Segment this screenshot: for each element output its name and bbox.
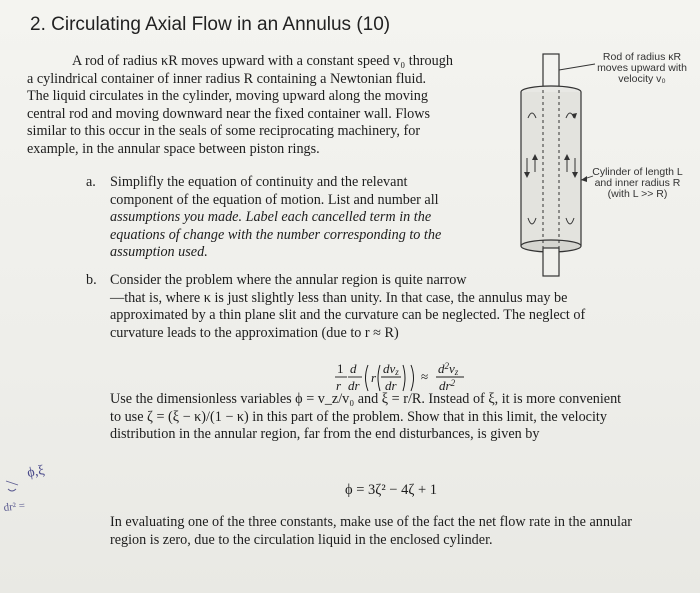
part-b-line: —that is, where κ is just slightly less than unity. In that case, the annulus may be bbox=[110, 289, 568, 306]
rod-label-line: moves upward with bbox=[597, 62, 687, 74]
part-a-line: component of the equation of motion. List and number all bbox=[110, 191, 439, 208]
handwritten-mark-2: dr² = bbox=[3, 499, 26, 514]
part-b-line: Consider the problem where the annular region is quite narrow bbox=[110, 272, 467, 288]
rod-label-line: velocity v₀ bbox=[618, 73, 666, 85]
svg-text:≈: ≈ bbox=[421, 369, 429, 384]
svg-text:r: r bbox=[336, 378, 342, 393]
part-b bbox=[86, 272, 646, 342]
intro-line: similar to this occur in the seals of some reciprocating machinery, for bbox=[27, 123, 421, 139]
leader-arrowhead bbox=[581, 176, 587, 182]
part-a-line: assumptions you made. Label each cancelled term in the bbox=[110, 209, 432, 225]
intro-line: a cylindrical container of inner radius R containing a Newtonian fluid. bbox=[27, 70, 427, 87]
approximation-equation-graphic bbox=[335, 361, 485, 395]
dimensionless-paragraph bbox=[110, 391, 670, 444]
velocity-profile-equation: ϕ = 3ζ² − 4ζ + 1 bbox=[345, 482, 438, 498]
svg-text:1: 1 bbox=[337, 361, 344, 376]
intro-line: example, in the annular space between piston rings. bbox=[27, 140, 320, 157]
closing-line: region is zero, due to the circulation liquid in the enclosed cylinder. bbox=[110, 531, 493, 548]
svg-text:dr: dr bbox=[348, 378, 360, 393]
part-b-label: b. bbox=[86, 272, 97, 288]
intro-line: A rod of radius κR moves upward with a constant speed v₀ through bbox=[72, 53, 453, 69]
part-a-line: assumption used. bbox=[110, 244, 208, 260]
svg-text:dr: dr bbox=[385, 378, 397, 393]
cylinder-label-line: and inner radius R bbox=[594, 177, 681, 189]
part-b-line: curvature leads to the approximation (due to r ≈ R) bbox=[110, 324, 399, 341]
cylinder-label bbox=[590, 167, 685, 200]
handwritten-scribble bbox=[6, 481, 18, 491]
leader-line-rod bbox=[559, 64, 595, 70]
svg-text:r: r bbox=[371, 370, 377, 385]
rod-top bbox=[543, 54, 559, 90]
problem-title: 2. Circulating Axial Flow in an Annulus (10) bbox=[30, 14, 391, 35]
part-a-line: Simplifly the equation of continuity and the relevant bbox=[110, 174, 408, 190]
part-b-line: approximated by a thin plane slit and the curvature can be neglected. The neglect of bbox=[110, 307, 586, 323]
svg-text:d2vz: $d^2vz$ bbox=[438, 361, 459, 377]
closing-line: In evaluating one of the three constants, make use of the fact the net flow rate in the annular bbox=[110, 514, 632, 530]
dimensionless-line: distribution in the annular region, far from the end disturbances, is given by bbox=[110, 426, 540, 442]
handwritten-mark-1: ϕ,ξ bbox=[26, 463, 46, 481]
dimensionless-line: Use the dimensionless variables ϕ = v_z/v₀ and ξ = r/R. Instead of ξ, it is more convenient bbox=[110, 391, 622, 407]
part-a-line: equations of change with the number corresponding to the bbox=[110, 226, 442, 243]
svg-text:dvz: dvz bbox=[383, 361, 399, 377]
part-a-label: a. bbox=[86, 174, 96, 190]
dimensionless-line: to use ζ = (ξ − κ)/(1 − κ) in this part of the problem. Show that in this limit, the velocity bbox=[110, 408, 607, 425]
part-a bbox=[86, 174, 496, 262]
intro-line: The liquid circulates in the cylinder, moving upward along the moving bbox=[27, 88, 428, 104]
svg-text:dr2: $dr^2$ bbox=[439, 378, 456, 393]
rod-bottom bbox=[543, 248, 559, 276]
intro-line: central rod and moving downward near the fixed container wall. Flows bbox=[27, 105, 431, 122]
cylinder-label-line: Cylinder of length L bbox=[592, 166, 683, 178]
closing-paragraph bbox=[110, 514, 680, 549]
svg-text:d: d bbox=[350, 361, 357, 376]
handwritten-notes bbox=[0, 455, 60, 525]
rod-label-line: Rod of radius κR bbox=[602, 51, 682, 63]
problem-intro bbox=[27, 53, 507, 158]
rod-label bbox=[592, 52, 692, 85]
cylinder-label-line: (with L >> R) bbox=[607, 188, 668, 200]
